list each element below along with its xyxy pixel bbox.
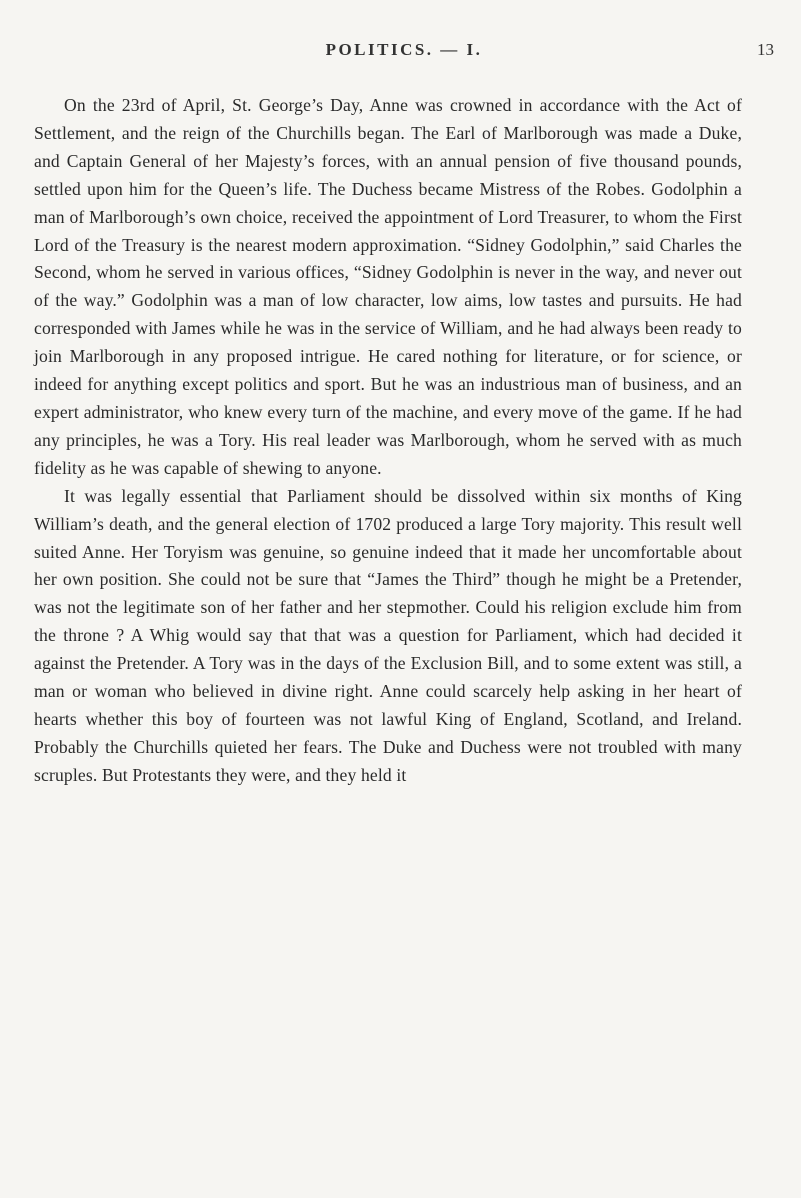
running-head (34, 40, 774, 66)
paragraph-2: It was legally essential that Parliament should be dissolved within six months of King William’s death, and the general election of 1702 produced a large Tory majority. This result well suited Anne. Her Toryism was genuine, so genuine indeed that it made her uncomfortable about her own position. She could not be sure that “James the Third” though he might be a Pretender, was not the legitimate son of her father and her stepmother. Could his religion exclude him from the throne ? A Whig would say that that was a question for Parliament, which had decided it against the Pretender. A Tory was in the days of the Exclusion Bill, and to some extent was still, a man or woman who believed in divine right. Anne could scarcely help asking in her heart of hearts whether this boy of fourteen was not lawful King of England, Scotland, and Ireland. Probably the Churchills quieted her fears. The Duke and Duchess were not troubled with many scruples. But Protestants they were, and they held it (34, 485, 742, 785)
body-text (34, 92, 742, 790)
page-number: 13 (757, 40, 774, 59)
running-title: POLITICS. — I. (325, 40, 483, 59)
paragraph-1: On the 23rd of April, St. George’s Day, Anne was crowned in accordance with the Act of Settlement, and the reign of the Churchills began. The Earl of Marlborough was made a Duke, and Captain General of her Majesty’s forces, with an annual pension of five thousand pounds, settled upon him for the Queen’s life. The Duchess became Mistress of the Robes. Godolphin a man of Marlborough’s own choice, received the appointment of Lord Treasurer, to whom the First Lord of the Treasury is the nearest modern approximation. “Sidney Godolphin,” said Charles the Second, whom he served in various offices, “Sidney Godolphin is never in the way, and never out of the way.” Godolphin was a man of low character, low aims, low tastes and pursuits. He had corresponded with James while he was in the service of William, and he had always been ready to join Marlborough in any proposed intrigue. He cared nothing for literature, or for science, or indeed for anything except politics and sport. But he was an industrious man of business, and an expert administrator, who knew every turn of the machine, and every move of the game. If he had any principles, he was a Tory. His real leader was Marlborough, whom he served with as much fidelity as he was capable of shewing to anyone. (34, 95, 742, 478)
